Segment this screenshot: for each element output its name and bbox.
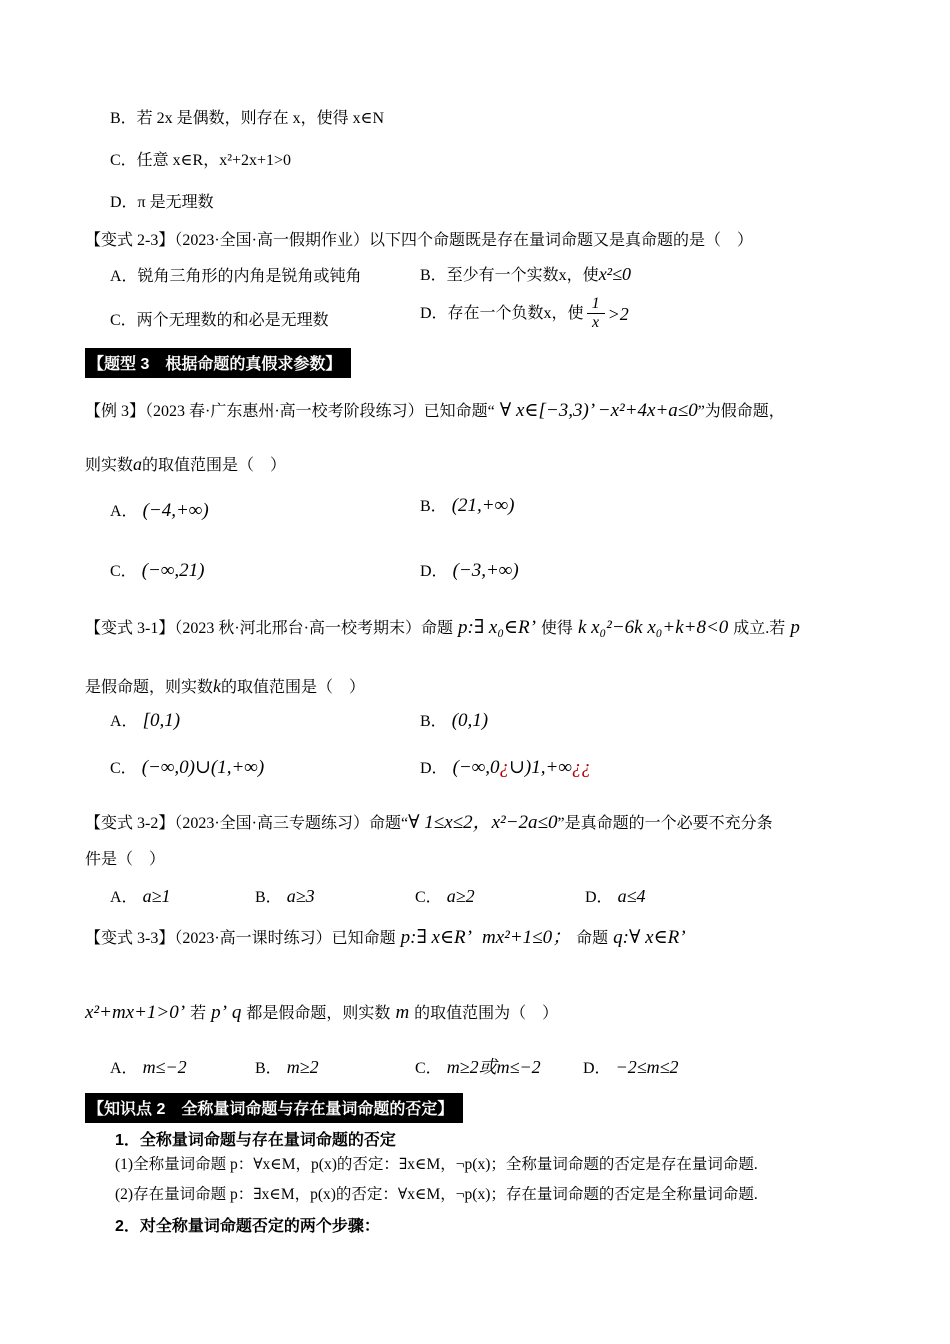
question-text: 【变式 3-1】（2023 秋·河北邢台·高一校考期末）命题	[85, 620, 453, 637]
option-label: D．	[583, 1060, 611, 1077]
question-text: 【变式 3-3】（2023·高一课时练习）已知命题	[85, 930, 396, 947]
variable-a: a	[133, 454, 143, 474]
option-label: D．	[585, 889, 613, 906]
option-label: A．	[110, 1060, 138, 1077]
body-text: (2)存在量词命题 p：∃x∈M，p(x)的否定：∀x∈M，¬p(x)；存在量词命题的否定是全称量词命题.	[115, 1186, 758, 1203]
knowledge-item-1	[115, 1127, 396, 1150]
option-label: C．	[110, 760, 137, 777]
question-text: ”是真命题的一个必要不充分条	[557, 815, 773, 832]
ex3-option-d	[420, 558, 519, 584]
v23-option-c	[110, 310, 329, 332]
v33-option-d	[583, 1055, 678, 1080]
formula-segment: ∪)	[509, 757, 532, 778]
question-text: 的取值范围是（ ）	[221, 679, 366, 696]
v31-option-c	[110, 755, 264, 781]
formula: m≤−2	[142, 1057, 187, 1077]
v31-option-d	[420, 755, 591, 781]
option-label: B．	[255, 889, 282, 906]
question-text: 的取值范围为（ ）	[414, 1005, 559, 1022]
question-text: 【变式 3-2】（2023·全国·高三专题练习）命题“	[85, 815, 409, 832]
question-text: 若	[190, 1005, 207, 1022]
question-text: 【变式 2-3】（2023·全国·高一假期作业）以下四个命题既是存在量词命题又是真命题的是（ ）	[85, 232, 753, 249]
formula: a≥2	[446, 886, 475, 906]
option-label: A．	[110, 889, 138, 906]
formula: m≥2或m≤−2	[446, 1057, 541, 1077]
formula: >2	[607, 303, 629, 324]
question-v32-line2	[85, 849, 165, 871]
variable-k: k	[213, 676, 222, 696]
formula-q: q:∀ x∈R’	[613, 927, 686, 948]
knowledge-line-1	[115, 1155, 758, 1176]
interval-formula: (−∞,21)	[141, 560, 205, 581]
formula: ∀ 1≤x≤2，x²−2a≤0	[408, 812, 558, 833]
option-text: B．至少有一个实数x，使	[420, 267, 599, 284]
section-bar-topic-3	[85, 348, 351, 378]
formula: ∀ x∈[−3,3)’ −x²+4x+a≤0	[499, 400, 698, 421]
formula-p: p:∃ x∈R’	[400, 927, 472, 948]
option-label: B．	[420, 713, 447, 730]
interval-formula: (21,+∞)	[451, 495, 515, 516]
v32-option-d	[585, 884, 645, 909]
question-ex3-line2	[85, 452, 286, 477]
option-label: B．	[255, 1060, 282, 1077]
question-text: 成立.若	[733, 620, 786, 637]
formula: x²≤0	[598, 264, 631, 284]
heading-text: 1．全称量词命题与存在量词命题的否定	[115, 1132, 396, 1149]
question-ex3-line1	[85, 398, 785, 424]
section-bar-text: 【知识点 2 全称量词命题与存在量词命题的否定】	[88, 1101, 454, 1118]
variable-q: q	[231, 1002, 242, 1023]
fraction-denominator: x	[592, 314, 600, 332]
option-text: D．π 是无理数	[110, 194, 214, 211]
ex3-option-b	[420, 493, 514, 519]
option-line-d	[110, 192, 214, 214]
v33-option-b	[255, 1055, 319, 1080]
interval-formula: (−3,+∞)	[452, 560, 519, 581]
body-text: (1)全称量词命题 p：∀x∈M，p(x)的否定：∃x∈M，¬p(x)；全称量词命题的否定是存在量词命题.	[115, 1156, 758, 1173]
option-label: D．	[420, 760, 448, 777]
option-text: C．任意 x∈R，x²+2x+1>0	[110, 152, 292, 169]
question-v31-line1	[85, 615, 800, 641]
question-text: 都是假命题，则实数	[246, 1005, 391, 1022]
formula: a≥3	[286, 886, 315, 906]
question-text: 是假命题，则实数	[85, 679, 214, 696]
option-text: C．两个无理数的和必是无理数	[110, 312, 329, 329]
interval-formula-broken	[453, 757, 591, 778]
option-label: A．	[110, 713, 138, 730]
question-text: ”为假命题，	[697, 403, 785, 420]
ex3-option-c	[110, 558, 204, 584]
question-v32-line1	[85, 810, 773, 836]
variable-p: p	[790, 617, 800, 638]
knowledge-item-2	[115, 1213, 380, 1236]
knowledge-line-2	[115, 1185, 758, 1206]
question-v23-stem	[85, 230, 753, 252]
formula: −2≤m≤2	[615, 1057, 679, 1077]
formula-inequality: x²+mx+1>0’	[85, 1002, 186, 1023]
heading-text: 2．对全称量词命题否定的两个步骤：	[115, 1218, 380, 1235]
question-text: 件是（ ）	[85, 851, 166, 868]
v31-option-b	[420, 708, 488, 734]
option-label: C．	[415, 1060, 442, 1077]
formula-segment-red: ¿¿	[571, 757, 591, 778]
question-v31-line2	[85, 674, 365, 699]
question-v33-line2	[85, 1000, 558, 1026]
option-text: B．若 2x 是偶数，则存在 x，使得 x∈N	[110, 110, 385, 127]
fraction-numerator: 1	[587, 295, 605, 314]
formula-segment-red: ¿	[499, 757, 510, 778]
formula: a≥1	[142, 886, 171, 906]
option-label: C．	[415, 889, 442, 906]
option-label: A．	[110, 503, 138, 520]
v33-option-a	[110, 1055, 187, 1080]
option-label: D．	[420, 563, 448, 580]
formula-p: p:∃ x₀∈R’	[458, 617, 536, 638]
v23-option-a	[110, 266, 362, 288]
option-label: C．	[110, 563, 137, 580]
option-text: D．存在一个负数x，使	[420, 305, 584, 323]
option-line-b	[110, 108, 384, 130]
v32-option-b	[255, 884, 315, 909]
v32-option-a	[110, 884, 170, 909]
option-text: A．锐角三角形的内角是锐角或钝角	[110, 268, 362, 285]
v31-option-a	[110, 708, 180, 734]
question-text: 则实数	[85, 457, 134, 474]
section-bar-text: 【题型 3 根据命题的真假求参数】	[88, 356, 342, 373]
interval-formula: (−∞,0)∪(1,+∞)	[141, 757, 265, 778]
formula-segment: (−∞,0	[452, 757, 500, 778]
formula-segment: 1,+∞	[531, 757, 572, 778]
question-text: 使得	[540, 620, 573, 637]
v23-option-d	[420, 295, 629, 333]
question-v33-line1	[85, 925, 686, 951]
formula: a≤4	[617, 886, 646, 906]
v32-option-c	[415, 884, 475, 909]
variable-m: m	[395, 1002, 410, 1023]
variable-p: p’	[211, 1002, 227, 1023]
interval-formula: (0,1)	[451, 710, 489, 731]
v23-option-b	[420, 262, 631, 287]
question-text: 【例 3】（2023 春·广东惠州·高一校考阶段练习）已知命题“	[85, 403, 495, 420]
question-text: 命题	[576, 930, 609, 947]
formula: m≥2	[286, 1057, 319, 1077]
formula-inequality: mx²+1≤0；	[482, 927, 572, 948]
fraction-1-over-x	[587, 295, 605, 333]
v33-option-c	[415, 1055, 541, 1080]
question-text: 的取值范围是（ ）	[142, 457, 287, 474]
interval-formula: [0,1)	[142, 710, 181, 731]
option-label: B．	[420, 498, 447, 515]
section-bar-knowledge-2	[85, 1093, 463, 1123]
option-line-c	[110, 150, 291, 172]
interval-formula: (−4,+∞)	[142, 500, 209, 521]
ex3-option-a	[110, 498, 209, 524]
formula-inequality: k x₀²−6k x₀+k+8<0	[577, 617, 729, 638]
